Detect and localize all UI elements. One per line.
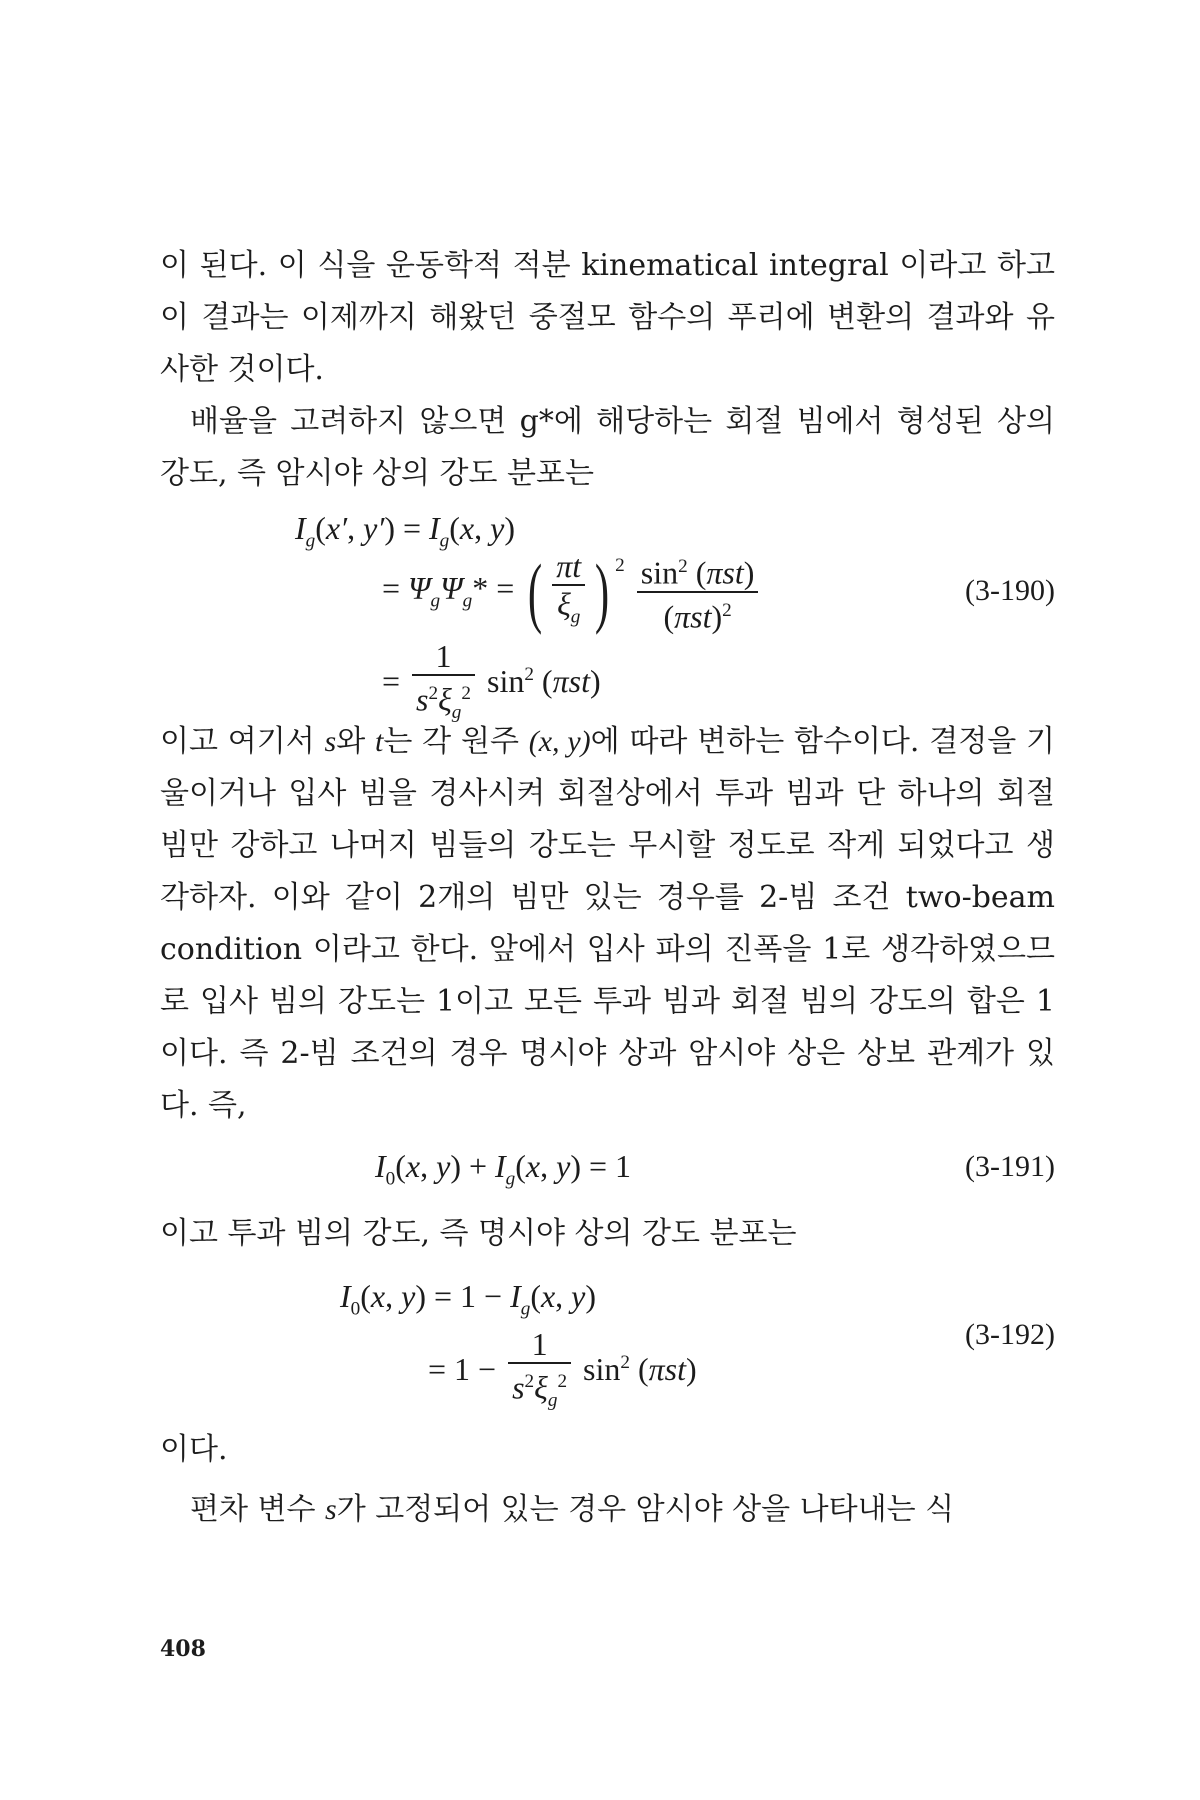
page-number: 408	[160, 1636, 206, 1662]
paragraph-dark-field-intro: 배율을 고려하지 않으면 g*에 해당하는 회절 빔에서 형성된 상의 강도, 즉 암시야 상의 강도 분포는	[160, 404, 1055, 491]
equation-3-192-line2: = 1 − $\frac{1}{s^2\xi_g^2}$ $\sin^2 (\pi st)$	[428, 1326, 697, 1412]
equation-number-3-190: (3-190)	[965, 574, 1055, 607]
equation-3-192-line1: $I_0(x$, $y) = 1 - I_g(x$, y)	[340, 1278, 597, 1320]
paragraph-kinematical-integral: 이 된다. 이 식을 운동학적 적분 kinematical integral 이라고 하고 이 결과는 이제까지 해왔던 중절모 함수의 푸리에 변환의 결과와 유사한 것이다.	[160, 248, 1055, 387]
paragraph-two-beam-condition: 이고 여기서 s와 t는 각 원주 (x, y)에 따라 변하는 함수이다. 결정을 기울이거나 입사 빔을 경사시켜 회절상에서 투과 빔과 단 하나의 회절 빔만 강하고 나머지 빔들의 강도는 무시할 정도로 작게 되었다고 생각하자. 이와 같이 2개의 빔만 있는 경우를 2-빔 조건 two-beam condition 이라고 한다. 앞에서 입사 파의 진폭을 1로 생각하였으므로 입사 빔의 강도는 1이고 모든 투과 빔과 회절 빔의 강도의 합은 1이다. 즉 2-빔 조건의 경우 명시야 상과 암시야 상은 상보 관계가 있다. 즉,	[160, 724, 1055, 1123]
equation-3-190	[160, 510, 1055, 724]
equation-3-190-line3: = $\frac{1}{s^2\xi_g^2}$ $\sin^2 (\pi st)$	[382, 638, 601, 724]
page-content	[160, 240, 1055, 1536]
equation-number-3-191: (3-191)	[965, 1150, 1055, 1183]
equation-3-190-line2: = $\Psi_g\Psi_g*$ = ( $\frac{\pi t}{\xi_g}$ ) $^2$ $\frac{\sin^2 (\pi st)}{(\pi st)^2}$	[382, 548, 762, 635]
paragraph-deviation-parameter: 편차 변수 s가 고정되어 있는 경우 암시야 상을 나타내는 식	[190, 1492, 955, 1527]
equation-3-191-line1: $I_0(x$, $y) + I_g(x$, y) = 1	[375, 1148, 632, 1190]
equation-3-192	[160, 1278, 1055, 1412]
equation-number-3-192: (3-192)	[965, 1318, 1055, 1351]
equation-3-190-line1: $I_g(x'$, $y') = I_g(x$, y)	[295, 510, 515, 552]
paragraph-end-statement: 이다.	[160, 1432, 228, 1467]
paragraph-bright-field-intro: 이고 투과 빔의 강도, 즉 명시야 상의 강도 분포는	[160, 1216, 797, 1251]
equation-3-191	[160, 1138, 1055, 1204]
